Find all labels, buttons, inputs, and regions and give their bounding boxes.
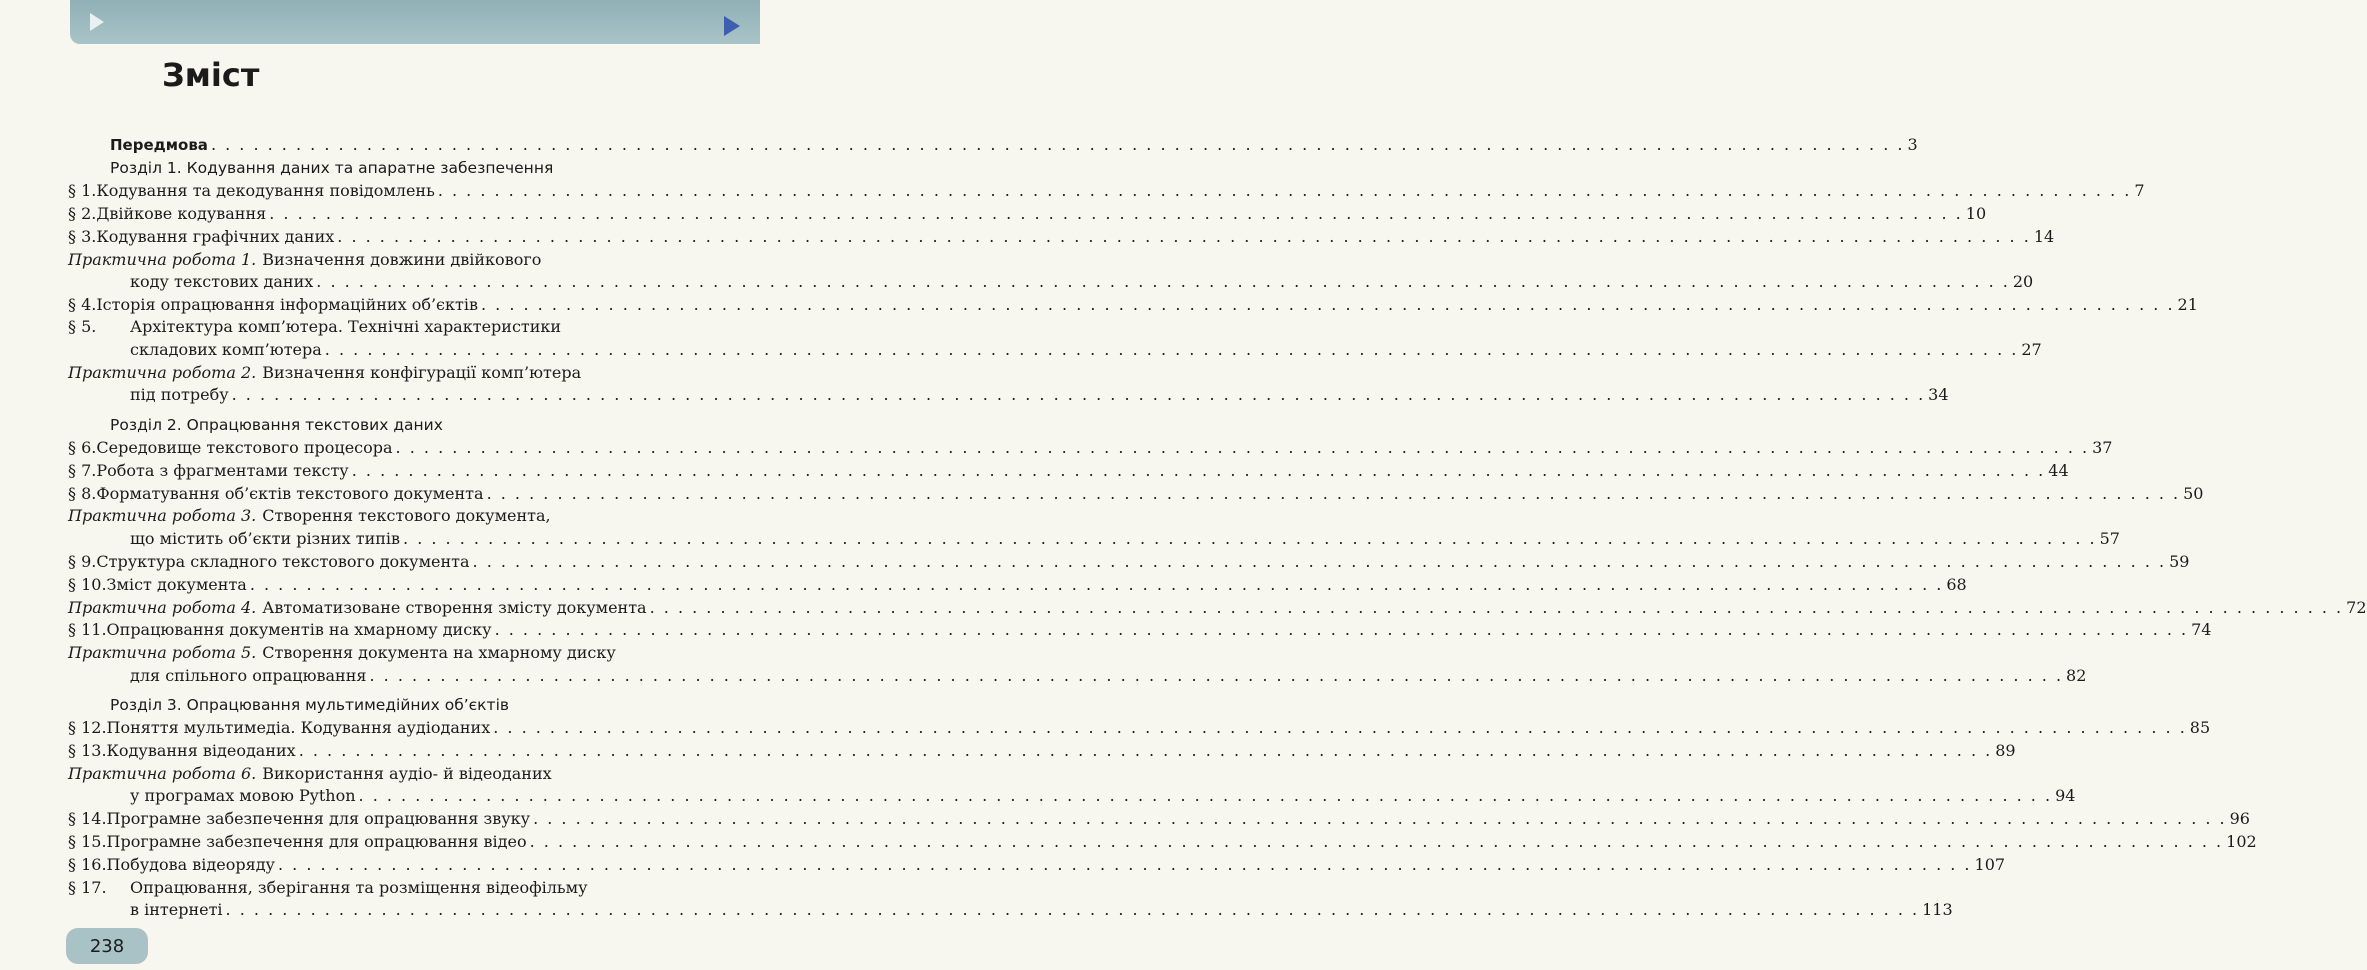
entry-title: Визначення конфігурації комп’ютера bbox=[262, 363, 582, 382]
toc-entry[interactable] bbox=[130, 339, 2042, 361]
entry-page: 27 bbox=[2021, 340, 2042, 359]
leader-dots: . . . . . . . . . . . . . . . . . . . . . . . . . . . . . . . . . . . . . . . . . . . . . . . . . . . . . . . . . . . . . . . . . . . . . . . . . . . . . . . . . . . . . . . . . . . . . . . . . . . . . . . . . . . . . . . . . . . . . . . . bbox=[486, 484, 2181, 503]
entry-page: 37 bbox=[2092, 438, 2113, 457]
header-bar bbox=[70, 0, 760, 44]
toc-entry[interactable] bbox=[68, 831, 2257, 853]
entry-title: Побудова відеоряду bbox=[106, 855, 275, 874]
entry-page: 59 bbox=[2169, 552, 2190, 571]
toc-entry[interactable] bbox=[68, 316, 740, 338]
entry-label: § 17. bbox=[68, 878, 107, 897]
leader-dots: . . . . . . . . . . . . . . . . . . . . . . . . . . . . . . . . . . . . . . . . . . . . . . . . . . . . . . . . . . . . . . . . . . . . . . . . . . . . . . . . . . . . . . . . . . . . . . . . . . . . . . . . . . . . . . . . . . . . . . . . bbox=[494, 620, 2189, 639]
entry-page: 20 bbox=[2012, 272, 2034, 291]
page-number: 238 bbox=[66, 928, 148, 964]
entry-page: 21 bbox=[2177, 295, 2198, 314]
toc-entry[interactable] bbox=[68, 483, 2204, 505]
entry-title: Використання аудіо- й відеоданих bbox=[262, 764, 552, 783]
entry-label: Практична робота 3. bbox=[68, 506, 257, 525]
entry-title: Форматування об’єктів текстового документа bbox=[96, 484, 484, 503]
leader-dots: . . . . . . . . . . . . . . . . . . . . . . . . . . . . . . . . . . . . . . . . . . . . . . . . . . . . . . . . . . . . . . . . . . . . . . . . . . . . . . . . . . . . . . . . . . . . . . . . . . . . . . . . . . . . . . . . . . . . . . . . bbox=[231, 385, 1926, 404]
entry-title: Створення текстового документа, bbox=[262, 506, 551, 525]
entry-page: 82 bbox=[2066, 666, 2087, 685]
entry-title: під потребу bbox=[130, 385, 229, 404]
entry-title: в інтернеті bbox=[130, 900, 223, 919]
entry-page: 72 bbox=[2346, 598, 2367, 617]
leader-dots: . . . . . . . . . . . . . . . . . . . . . . . . . . . . . . . . . . . . . . . . . . . . . . . . . . . . . . . . . . . . . . . . . . . . . . . . . . . . . . . . . . . . . . . . . . . . . . . . . . . . . . . . . . . . . . . . . . . . . . . . bbox=[277, 855, 1972, 874]
leader-dots: . . . . . . . . . . . . . . . . . . . . . . . . . . . . . . . . . . . . . . . . . . . . . . . . . . . . . . . . . . . . . . . . . . . . . . . . . . . . . . . . . . . . . . . . . . . . . . . . . . . . . . . . . . . . . . . . . . . . . . . . bbox=[225, 900, 1920, 919]
entry-title: Історія опрацювання інформаційних об’єктів bbox=[96, 295, 478, 314]
entry-page: 94 bbox=[2055, 786, 2076, 805]
entry-title: коду текстових даних bbox=[130, 272, 314, 291]
leader-dots: . . . . . . . . . . . . . . . . . . . . . . . . . . . . . . . . . . . . . . . . . . . . . . . . . . . . . . . . . . . . . . . . . . . . . . . . . . . . . . . . . . . . . . . . . . . . . . . . . . . . . . . . . . . . . . . . . . . . . . . . bbox=[298, 741, 1993, 760]
toc-entry[interactable] bbox=[68, 362, 740, 384]
entry-title: Опрацювання документів на хмарному диску bbox=[106, 620, 492, 639]
toc-entry[interactable] bbox=[68, 505, 740, 527]
entry-title: Архітектура комп’ютера. Технічні характеристики bbox=[130, 317, 562, 336]
toc-entry[interactable] bbox=[68, 249, 740, 271]
leader-dots: . . . . . . . . . . . . . . . . . . . . . . . . . . . . . . . . . . . . . . . . . . . . . . . . . . . . . . . . . . . . . . . . . . . . . . . . . . . . . . . . . . . . . . . . . . . . . . . . . . . . . . . . . . . . . . . . . . . . . . . . bbox=[403, 529, 2097, 548]
leader-dots: . . . . . . . . . . . . . . . . . . . . . . . . . . . . . . . . . . . . . . . . . . . . . . . . . . . . . . . . . . . . . . . . . . . . . . . . . . . . . . . . . . . . . . . . . . . . . . . . . . . . . . . . . . . . . . . . . . . . . . . . bbox=[369, 666, 2064, 685]
toc-entry[interactable] bbox=[68, 294, 2198, 316]
section-heading: Розділ 2. Опрацювання текстових даних bbox=[110, 416, 443, 434]
entry-title: Програмне забезпечення для опрацювання звуку bbox=[106, 809, 531, 828]
entry-page: 3 bbox=[1907, 135, 1918, 154]
page-title: Зміст bbox=[162, 56, 260, 94]
entry-page: 74 bbox=[2191, 620, 2212, 639]
entry-page: 89 bbox=[1995, 741, 2016, 760]
entry-page: 96 bbox=[2229, 809, 2250, 828]
entry-label: § 9. bbox=[68, 552, 97, 571]
toc-entry[interactable] bbox=[130, 899, 1953, 921]
entry-label: § 1. bbox=[68, 181, 97, 200]
toc-entry[interactable] bbox=[68, 551, 2190, 573]
entry-page: 50 bbox=[2183, 484, 2204, 503]
entry-title: Передмова bbox=[110, 136, 208, 154]
toc-entry[interactable] bbox=[130, 785, 2076, 807]
leader-dots: . . . . . . . . . . . . . . . . . . . . . . . . . . . . . . . . . . . . . . . . . . . . . . . . . . . . . . . . . . . . . . . . . . . . . . . . . . . . . . . . . . . . . . . . . . . . . . . . . . . . . . . . . . . . . . . . . . . . . . . . bbox=[210, 135, 1905, 154]
leader-dots: . . . . . . . . . . . . . . . . . . . . . . . . . . . . . . . . . . . . . . . . . . . . . . . . . . . . . . . . . . . . . . . . . . . . . . . . . . . . . . . . . . . . . . . . . . . . . . . . . . . . . . . . . . . . . . . . . . . . . . . . bbox=[649, 598, 2344, 617]
leader-dots: . . . . . . . . . . . . . . . . . . . . . . . . . . . . . . . . . . . . . . . . . . . . . . . . . . . . . . . . . . . . . . . . . . . . . . . . . . . . . . . . . . . . . . . . . . . . . . . . . . . . . . . . . . . . . . . . . . . . . . . . bbox=[395, 438, 2090, 457]
entry-label: § 16. bbox=[68, 855, 107, 874]
entry-title: Робота з фрагментами тексту bbox=[96, 461, 349, 480]
entry-label: Практична робота 1. bbox=[68, 250, 257, 269]
leader-dots: . . . . . . . . . . . . . . . . . . . . . . . . . . . . . . . . . . . . . . . . . . . . . . . . . . . . . . . . . . . . . . . . . . . . . . . . . . . . . . . . . . . . . . . . . . . . . . . . . . . . . . . . . . . . . . . . . . . . . . . . bbox=[351, 461, 2046, 480]
toc-entry[interactable] bbox=[68, 203, 1987, 225]
leader-dots: . . . . . . . . . . . . . . . . . . . . . . . . . . . . . . . . . . . . . . . . . . . . . . . . . . . . . . . . . . . . . . . . . . . . . . . . . . . . . . . . . . . . . . . . . . . . . . . . . . . . . . . . . . . . . . . . . . . . . . . . bbox=[269, 204, 1963, 223]
toc-entry[interactable] bbox=[130, 528, 2120, 550]
entry-label: Практична робота 2. bbox=[68, 363, 257, 382]
entry-label: § 14. bbox=[68, 809, 107, 828]
entry-label: § 6. bbox=[68, 438, 97, 457]
entry-title: Кодування графічних даних bbox=[96, 227, 335, 246]
entry-title: для спільного опрацювання bbox=[130, 666, 367, 685]
leader-dots: . . . . . . . . . . . . . . . . . . . . . . . . . . . . . . . . . . . . . . . . . . . . . . . . . . . . . . . . . . . . . . . . . . . . . . . . . . . . . . . . . . . . . . . . . . . . . . . . . . . . . . . . . . . . . . . . . . . . . . . . bbox=[324, 340, 2019, 359]
toc-entry[interactable] bbox=[68, 763, 740, 785]
triangle-right-icon bbox=[724, 16, 740, 36]
entry-label: Практична робота 4. bbox=[68, 598, 257, 617]
triangle-left-icon bbox=[90, 13, 104, 31]
entry-title: Поняття мультимедіа. Кодування аудіоданих bbox=[106, 718, 491, 737]
entry-page: 68 bbox=[1946, 575, 1967, 594]
entry-label: § 15. bbox=[68, 832, 107, 851]
entry-title: що містить об’єкти різних типів bbox=[130, 529, 401, 548]
toc-entry[interactable] bbox=[130, 665, 2087, 687]
leader-dots: . . . . . . . . . . . . . . . . . . . . . . . . . . . . . . . . . . . . . . . . . . . . . . . . . . . . . . . . . . . . . . . . . . . . . . . . . . . . . . . . . . . . . . . . . . . . . . . . . . . . . . . . . . . . . . . . . . . . . . . . bbox=[493, 718, 2187, 737]
entry-page: 102 bbox=[2226, 832, 2257, 851]
toc-entry[interactable] bbox=[110, 134, 1918, 156]
entry-title: Створення документа на хмарному диску bbox=[262, 643, 616, 662]
entry-label: Практична робота 5. bbox=[68, 643, 257, 662]
entry-title: Програмне забезпечення для опрацювання відео bbox=[106, 832, 527, 851]
toc-entry[interactable] bbox=[68, 574, 1967, 596]
entry-title: Середовище текстового процесора bbox=[96, 438, 393, 457]
entry-title: Автоматизоване створення змісту документа bbox=[262, 598, 647, 617]
entry-title: Зміст документа bbox=[106, 575, 247, 594]
entry-page: 34 bbox=[1928, 385, 1949, 404]
entry-label: § 4. bbox=[68, 295, 97, 314]
section-heading: Розділ 1. Кодування даних та апаратне забезпечення bbox=[110, 159, 554, 177]
toc-entry[interactable] bbox=[68, 717, 2211, 739]
toc-entry[interactable] bbox=[68, 642, 740, 664]
entry-title: Визначення довжини двійкового bbox=[262, 250, 542, 269]
toc-entry[interactable] bbox=[68, 808, 2250, 830]
leader-dots: . . . . . . . . . . . . . . . . . . . . . . . . . . . . . . . . . . . . . . . . . . . . . . . . . . . . . . . . . . . . . . . . . . . . . . . . . . . . . . . . . . . . . . . . . . . . . . . . . . . . . . . . . . . . . . . . . . . . . . . . bbox=[437, 181, 2132, 200]
leader-dots: . . . . . . . . . . . . . . . . . . . . . . . . . . . . . . . . . . . . . . . . . . . . . . . . . . . . . . . . . . . . . . . . . . . . . . . . . . . . . . . . . . . . . . . . . . . . . . . . . . . . . . . . . . . . . . . . . . . . . . . . bbox=[337, 227, 2031, 246]
entry-page: 10 bbox=[1965, 204, 1987, 223]
entry-label: § 10. bbox=[68, 575, 107, 594]
entry-page: 113 bbox=[1922, 900, 1953, 919]
section-heading: Розділ 3. Опрацювання мультимедійних об’єктів bbox=[110, 696, 510, 714]
entry-title: у програмах мовою Python bbox=[130, 786, 356, 805]
entry-label: § 11. bbox=[68, 620, 107, 639]
entry-title: складових комп’ютера bbox=[130, 340, 322, 359]
entry-title: Кодування відеоданих bbox=[106, 741, 296, 760]
leader-dots: . . . . . . . . . . . . . . . . . . . . . . . . . . . . . . . . . . . . . . . . . . . . . . . . . . . . . . . . . . . . . . . . . . . . . . . . . . . . . . . . . . . . . . . . . . . . . . . . . . . . . . . . . . . . . . . . . . . . . . . . bbox=[249, 575, 1944, 594]
toc-entry[interactable] bbox=[68, 619, 2212, 641]
entry-label: Практична робота 6. bbox=[68, 764, 257, 783]
toc-entry[interactable] bbox=[68, 437, 2113, 459]
entry-page: 85 bbox=[2189, 718, 2211, 737]
toc-entry[interactable] bbox=[68, 180, 2145, 202]
toc-entry[interactable] bbox=[68, 460, 2069, 482]
entry-label: § 2. bbox=[68, 204, 97, 223]
entry-page: 14 bbox=[2033, 227, 2055, 246]
toc-entry[interactable] bbox=[130, 271, 2034, 293]
leader-dots: . . . . . . . . . . . . . . . . . . . . . . . . . . . . . . . . . . . . . . . . . . . . . . . . . . . . . . . . . . . . . . . . . . . . . . . . . . . . . . . . . . . . . . . . . . . . . . . . . . . . . . . . . . . . . . . . . . . . . . . . bbox=[358, 786, 2053, 805]
toc-entry[interactable] bbox=[68, 226, 2055, 248]
entry-page: 107 bbox=[1974, 855, 2006, 874]
entry-label: § 8. bbox=[68, 484, 97, 503]
leader-dots: . . . . . . . . . . . . . . . . . . . . . . . . . . . . . . . . . . . . . . . . . . . . . . . . . . . . . . . . . . . . . . . . . . . . . . . . . . . . . . . . . . . . . . . . . . . . . . . . . . . . . . . . . . . . . . . . . . . . . . . . bbox=[316, 272, 2010, 291]
toc-entry[interactable] bbox=[68, 597, 2367, 619]
entry-page: 57 bbox=[2099, 529, 2120, 548]
toc-entry[interactable] bbox=[68, 854, 2006, 876]
leader-dots: . . . . . . . . . . . . . . . . . . . . . . . . . . . . . . . . . . . . . . . . . . . . . . . . . . . . . . . . . . . . . . . . . . . . . . . . . . . . . . . . . . . . . . . . . . . . . . . . . . . . . . . . . . . . . . . . . . . . . . . . bbox=[529, 832, 2224, 851]
entry-label: § 13. bbox=[68, 741, 107, 760]
entry-title: Структура складного текстового документа bbox=[96, 552, 470, 571]
toc-entry[interactable] bbox=[130, 384, 1949, 406]
toc-entry[interactable] bbox=[68, 740, 2016, 762]
entry-page: 7 bbox=[2134, 181, 2145, 200]
entry-label: § 12. bbox=[68, 718, 107, 737]
entry-title: Двійкове кодування bbox=[96, 204, 267, 223]
entry-label: § 3. bbox=[68, 227, 97, 246]
entry-label: § 7. bbox=[68, 461, 97, 480]
entry-title: Опрацювання, зберігання та розміщення відеофільму bbox=[130, 878, 588, 897]
entry-label: § 5. bbox=[68, 317, 97, 336]
entry-title: Кодування та декодування повідомлень bbox=[96, 181, 435, 200]
entry-page: 44 bbox=[2048, 461, 2069, 480]
toc-entry[interactable] bbox=[68, 877, 740, 899]
leader-dots: . . . . . . . . . . . . . . . . . . . . . . . . . . . . . . . . . . . . . . . . . . . . . . . . . . . . . . . . . . . . . . . . . . . . . . . . . . . . . . . . . . . . . . . . . . . . . . . . . . . . . . . . . . . . . . . . . . . . . . . . bbox=[480, 295, 2175, 314]
leader-dots: . . . . . . . . . . . . . . . . . . . . . . . . . . . . . . . . . . . . . . . . . . . . . . . . . . . . . . . . . . . . . . . . . . . . . . . . . . . . . . . . . . . . . . . . . . . . . . . . . . . . . . . . . . . . . . . . . . . . . . . . bbox=[472, 552, 2167, 571]
leader-dots: . . . . . . . . . . . . . . . . . . . . . . . . . . . . . . . . . . . . . . . . . . . . . . . . . . . . . . . . . . . . . . . . . . . . . . . . . . . . . . . . . . . . . . . . . . . . . . . . . . . . . . . . . . . . . . . . . . . . . . . . bbox=[533, 809, 2227, 828]
